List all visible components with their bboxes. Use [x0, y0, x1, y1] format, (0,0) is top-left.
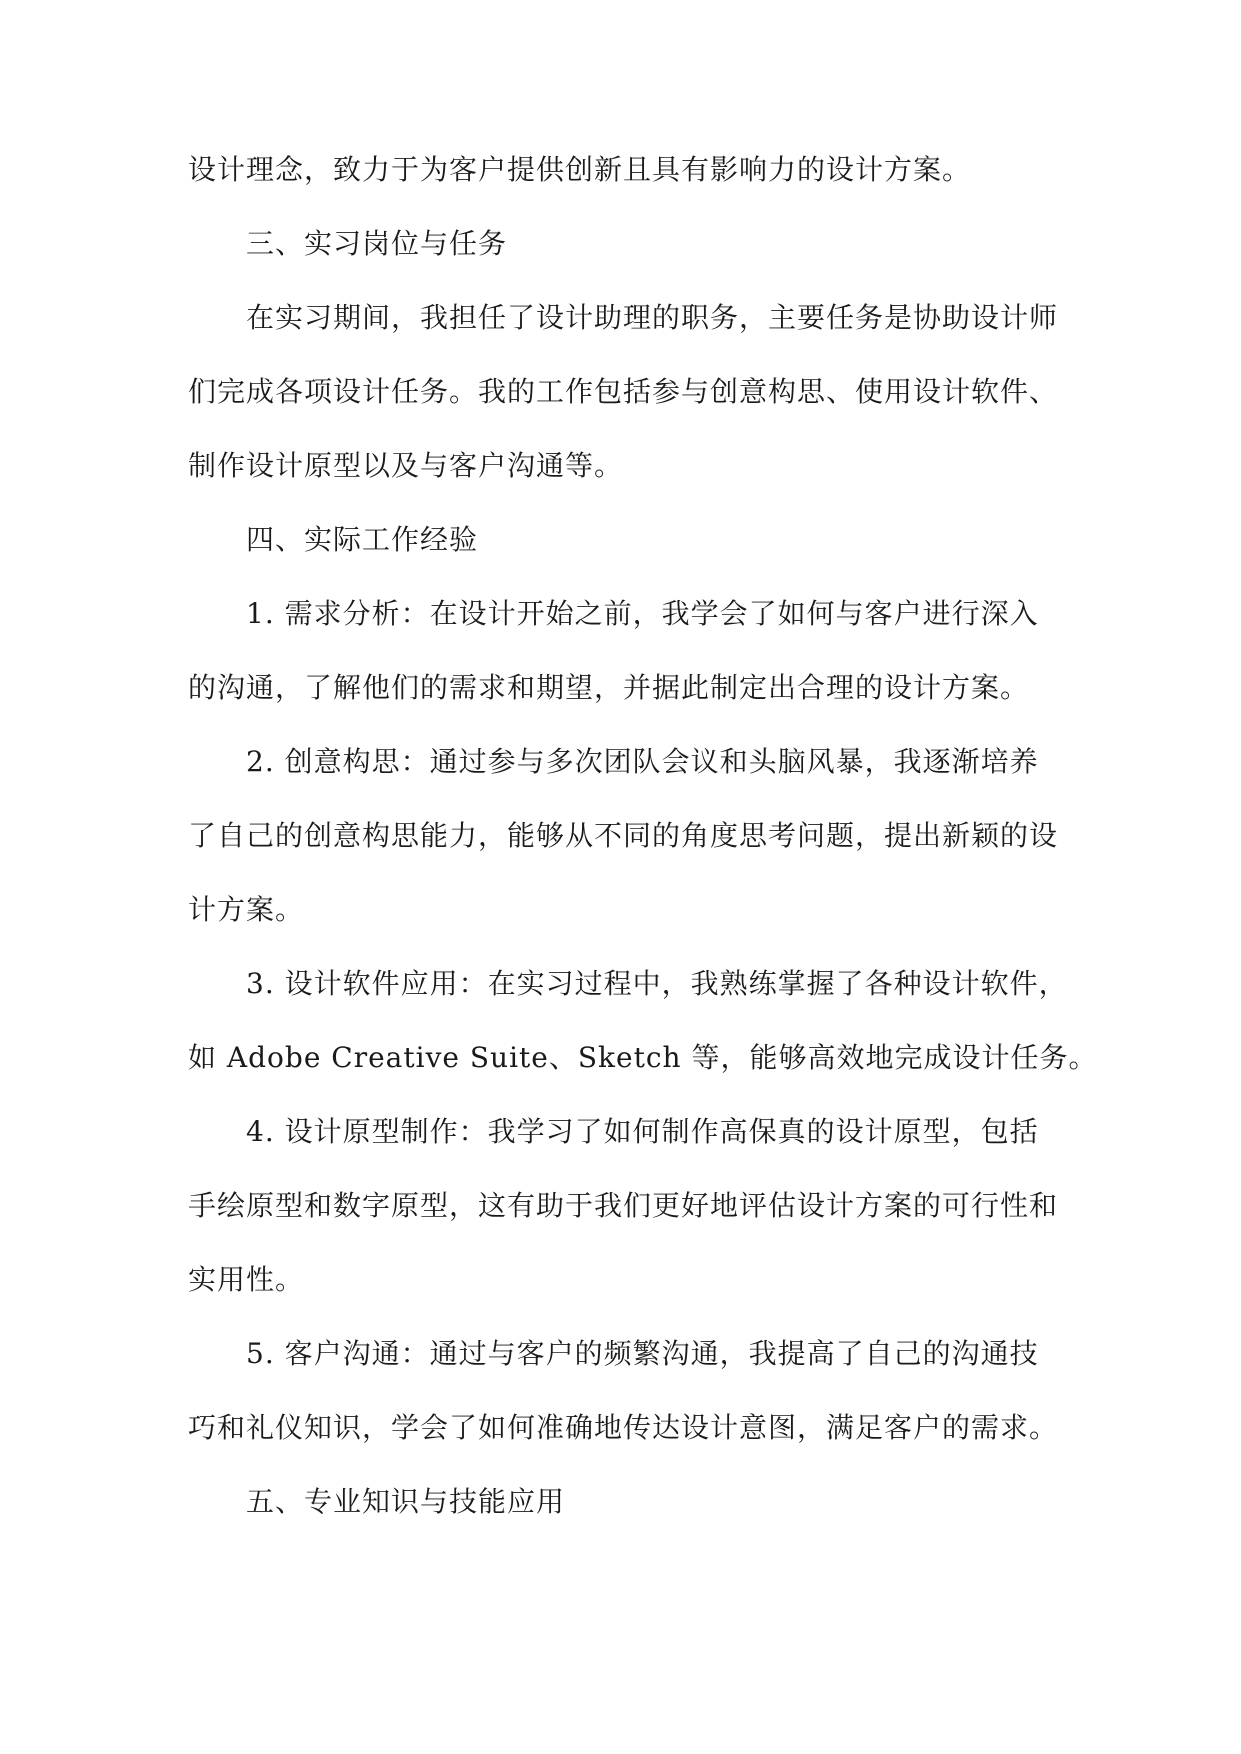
paragraph-line: 的沟通，了解他们的需求和期望，并据此制定出合理的设计方案。	[188, 671, 1030, 704]
section-heading: 五、专业知识与技能应用	[246, 1485, 566, 1518]
paragraph-line: 们完成各项设计任务。我的工作包括参与创意构思、使用设计软件、	[188, 375, 1059, 408]
paragraph-line: 如 Adobe Creative Suite、Sketch 等，能够高效地完成设计任务。	[188, 1041, 1098, 1074]
list-item: 2. 创意构思：通过参与多次团队会议和头脑风暴，我逐渐培养	[246, 745, 1039, 778]
list-item: 1. 需求分析：在设计开始之前，我学会了如何与客户进行深入	[246, 597, 1039, 630]
paragraph-line: 了自己的创意构思能力，能够从不同的角度思考问题，提出新颖的设	[188, 819, 1059, 852]
paragraph-line: 实用性。	[188, 1263, 305, 1296]
paragraph-line: 计方案。	[188, 893, 305, 926]
paragraph-line: 巧和礼仪知识，学会了如何准确地传达设计意图，满足客户的需求。	[188, 1411, 1059, 1444]
list-item: 4. 设计原型制作：我学习了如何制作高保真的设计原型，包括	[246, 1115, 1039, 1148]
paragraph-line: 在实习期间，我担任了设计助理的职务，主要任务是协助设计师	[246, 301, 1059, 334]
section-heading: 四、实际工作经验	[246, 523, 479, 556]
list-item: 3. 设计软件应用：在实习过程中，我熟练掌握了各种设计软件，	[246, 967, 1068, 1000]
paragraph-line: 设计理念，致力于为客户提供创新且具有影响力的设计方案。	[188, 153, 972, 186]
paragraph-line: 手绘原型和数字原型，这有助于我们更好地评估设计方案的可行性和	[188, 1189, 1059, 1222]
list-item: 5. 客户沟通：通过与客户的频繁沟通，我提高了自己的沟通技	[246, 1337, 1039, 1370]
paragraph-line: 制作设计原型以及与客户沟通等。	[188, 449, 624, 482]
section-heading: 三、实习岗位与任务	[246, 227, 508, 260]
